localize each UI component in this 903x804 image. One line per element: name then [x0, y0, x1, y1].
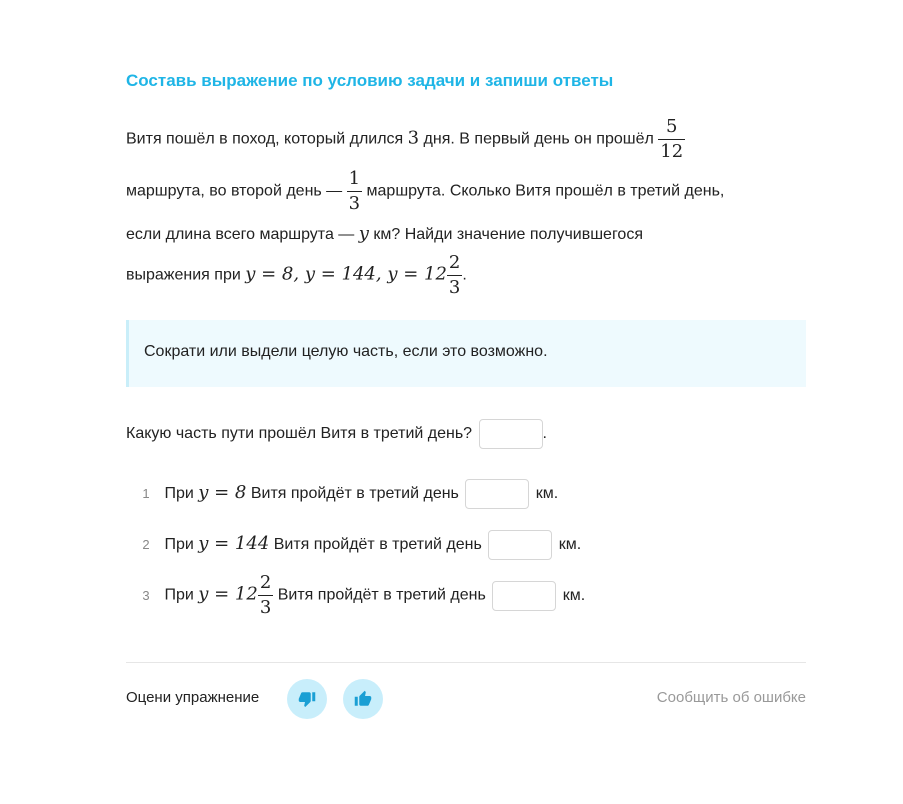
- item-index: 3: [142, 587, 150, 603]
- hint-text: Сократи или выдели целую часть, если это возможно.: [144, 343, 548, 360]
- fraction-2-3: $\frac{2}{3}$: [448, 252, 461, 298]
- fraction-2-3: $\frac{2}{3}$: [259, 572, 272, 618]
- answer-input-1[interactable]: [465, 479, 529, 509]
- divider: [126, 662, 806, 663]
- expression-values: y = 8, y = 144, y = 12: [245, 263, 447, 285]
- unit-label: км.: [562, 586, 586, 604]
- dislike-button[interactable]: [287, 679, 327, 719]
- like-button[interactable]: [343, 679, 383, 719]
- rate-label: Оцени упражнение: [126, 689, 260, 706]
- question-text: Какую часть пути прошёл Витя в третий день?: [126, 425, 473, 443]
- item-expression: y = 12: [198, 583, 258, 605]
- unit-label: км.: [535, 485, 559, 503]
- question-row: Какую часть пути прошёл Витя в третий день? .: [126, 419, 547, 449]
- item-expression: y = 144: [198, 533, 270, 555]
- hint-box: [126, 320, 806, 387]
- fraction-5-12: $\frac{5}{12}$: [660, 116, 684, 162]
- variable-y: y: [358, 223, 369, 244]
- problem-line-2: маршрута, во второй день — $\frac{1}{3}$ маршрута. Сколько Витя прошёл в третий день,: [126, 168, 725, 214]
- answer-input-part[interactable]: [479, 419, 543, 449]
- days-number: 3: [407, 127, 420, 149]
- thumbs-up-icon: [354, 690, 372, 708]
- answer-input-3[interactable]: [492, 581, 556, 611]
- exercise-title: Составь выражение по условию задачи и запиши ответы: [126, 71, 614, 90]
- item-index: 2: [142, 537, 150, 553]
- answer-row-2: 2 При y = 144 Витя пройдёт в третий день км.: [132, 530, 581, 560]
- problem-line-4: выражения при y = 8, y = 144, y = 12 $\frac{2}{3}$ .: [126, 252, 467, 298]
- thumbs-down-icon: [298, 690, 316, 708]
- answer-row-3: 3 При y = 12 $\frac{2}{3}$ Витя пройдёт в третий день км.: [132, 574, 585, 617]
- answer-input-2[interactable]: [488, 530, 552, 560]
- answer-row-1: 1 При y = 8 Витя пройдёт в третий день км.: [132, 479, 558, 509]
- item-expression: y = 8: [198, 482, 247, 504]
- problem-line-1: Витя пошёл в поход, который длился 3 дня. В первый день он прошёл $\frac{5}{12}$: [126, 116, 684, 162]
- fraction-1-3: $\frac{1}{3}$: [348, 168, 361, 214]
- item-index: 1: [142, 486, 150, 502]
- unit-label: км.: [558, 536, 582, 554]
- report-error-link[interactable]: Сообщить об ошибке: [656, 689, 806, 706]
- problem-line-3: если длина всего маршрута — y км? Найди значение получившегося: [126, 223, 643, 244]
